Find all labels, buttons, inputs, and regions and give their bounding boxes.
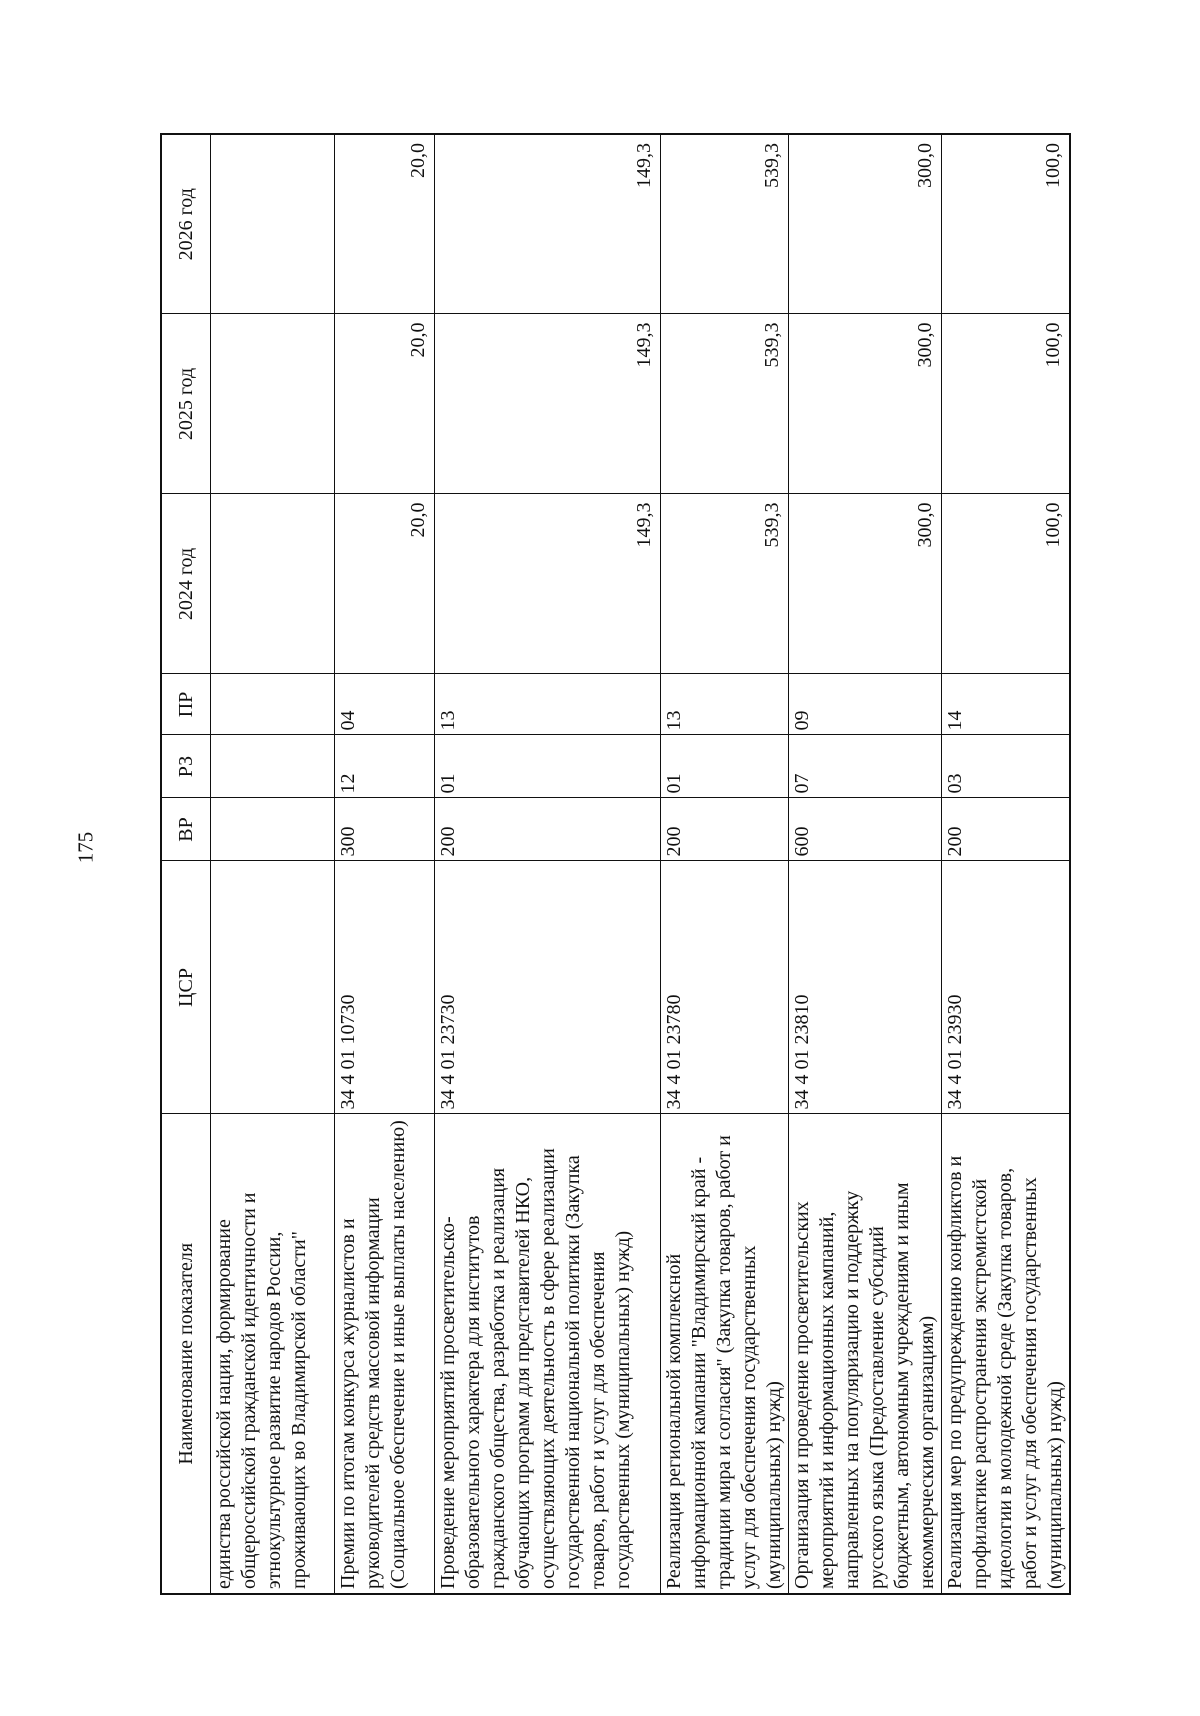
row-2026 — [211, 134, 335, 314]
header-csr: ЦСР — [161, 861, 211, 1114]
row-name: Реализация мер по предупреждению конфликтов и профилактике распространения экстремистской идеологии в молодежной среде (Закупка товаров, работ и услуг для обеспечения государственных (муниципальных) нужд) — [942, 1114, 1071, 1594]
row-pr: 13 — [661, 674, 789, 735]
page-number: 175 — [73, 831, 98, 864]
header-vr: ВР — [161, 798, 211, 861]
row-name: единства российской нации, формирование общероссийской гражданской идентичности и этнокультурное развитие народов России, проживающих во Владимирской области" — [211, 1114, 335, 1594]
row-2024 — [211, 494, 335, 674]
row-csr: 34 4 01 23810 — [789, 861, 942, 1114]
row-pr: 04 — [335, 674, 435, 735]
row-name: Реализация региональной комплексной информационной кампании "Владимирский край - традиции мира и согласия" (Закупка товаров, работ и услуг для обеспечения государственных (муниципальных) нужд) — [661, 1114, 789, 1594]
rotated-table-wrapper — [160, 135, 1066, 1595]
row-2024: 539,3 — [661, 494, 789, 674]
row-2026: 539,3 — [661, 134, 789, 314]
row-pr — [211, 674, 335, 735]
header-pr: ПР — [161, 674, 211, 735]
row-2024: 300,0 — [789, 494, 942, 674]
table-row — [435, 134, 661, 1594]
row-vr — [211, 798, 335, 861]
row-2024: 20,0 — [335, 494, 435, 674]
row-vr: 600 — [789, 798, 942, 861]
row-rz: 01 — [661, 735, 789, 798]
row-pr: 09 — [789, 674, 942, 735]
row-2024: 149,3 — [435, 494, 661, 674]
row-csr: 34 4 01 23930 — [942, 861, 1071, 1114]
header-2025: 2025 год — [161, 314, 211, 494]
header-rz: РЗ — [161, 735, 211, 798]
table-row — [335, 134, 435, 1594]
table-row — [789, 134, 942, 1594]
row-2025: 300,0 — [789, 314, 942, 494]
row-pr: 13 — [435, 674, 661, 735]
row-csr: 34 4 01 23730 — [435, 861, 661, 1114]
row-2026: 20,0 — [335, 134, 435, 314]
row-name: Премии по итогам конкурса журналистов и руководителей средств массовой информации (Социальное обеспечение и иные выплаты населению) — [335, 1114, 435, 1594]
row-rz: 12 — [335, 735, 435, 798]
row-vr: 300 — [335, 798, 435, 861]
header-2024: 2024 год — [161, 494, 211, 674]
row-2026: 100,0 — [942, 134, 1071, 314]
row-csr: 34 4 01 23780 — [661, 861, 789, 1114]
row-2025: 149,3 — [435, 314, 661, 494]
row-vr: 200 — [435, 798, 661, 861]
row-2026: 300,0 — [789, 134, 942, 314]
row-rz: 07 — [789, 735, 942, 798]
row-pr: 14 — [942, 674, 1071, 735]
table-row — [661, 134, 789, 1594]
row-rz — [211, 735, 335, 798]
header-name: Наименование показателя — [161, 1114, 211, 1594]
row-name: Проведение мероприятий просветительско-образовательного характера для институтов гражданского общества, разработка и реализация обучающих программ для представителей НКО, осуществляющих деятельность в сфере реализации государственной национальной политики (Закупка товаров, работ и услуг для обеспечения государственных (муниципальных) нужд) — [435, 1114, 661, 1594]
row-csr: 34 4 01 10730 — [335, 861, 435, 1114]
table-header-row — [161, 134, 211, 1594]
table-row — [211, 134, 335, 1594]
row-rz: 01 — [435, 735, 661, 798]
budget-table — [160, 133, 1071, 1595]
row-2025 — [211, 314, 335, 494]
row-2025: 100,0 — [942, 314, 1071, 494]
row-name: Организация и проведение просветительских мероприятий и информационных кампаний, направленных на популяризацию и поддержку русского языка (Предоставление субсидий бюджетным, автономным учреждениям и иным некоммерческим организациям) — [789, 1114, 942, 1594]
row-2026: 149,3 — [435, 134, 661, 314]
row-vr: 200 — [942, 798, 1071, 861]
row-csr — [211, 861, 335, 1114]
row-2024: 100,0 — [942, 494, 1071, 674]
row-rz: 03 — [942, 735, 1071, 798]
header-2026: 2026 год — [161, 134, 211, 314]
table-row — [942, 134, 1071, 1594]
row-2025: 20,0 — [335, 314, 435, 494]
row-vr: 200 — [661, 798, 789, 861]
row-2025: 539,3 — [661, 314, 789, 494]
